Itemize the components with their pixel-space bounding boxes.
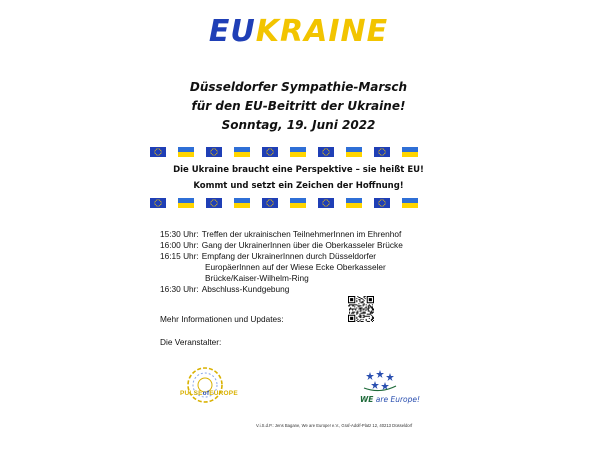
ukraine-flag-icon — [234, 147, 250, 157]
footer-imprint: V.i.S.d.P.: Jens Bagane, We are Europe! e.V., Graf-Adolf-Platz 12, 40213 Düsseldorf — [256, 423, 413, 428]
eu-flag-icon — [318, 198, 334, 208]
flag-row-bottom — [150, 198, 418, 208]
schedule-item — [160, 229, 490, 240]
ukraine-flag-icon — [290, 198, 306, 208]
info-text: Mehr Informationen und Updates: — [160, 314, 284, 324]
ukraine-flag-icon — [346, 147, 362, 157]
pulse-of-europe-logo-icon — [176, 365, 234, 407]
logo-part-eu: EU — [208, 14, 256, 49]
schedule-time: 16:00 Uhr: — [160, 240, 199, 250]
organizer-label: Die Veranstalter: — [160, 337, 222, 347]
eu-flag-icon — [262, 198, 278, 208]
schedule-text: Gang der UkrainerInnen über die Oberkasseler Brücke — [201, 240, 403, 250]
ukraine-flag-icon — [402, 147, 418, 157]
schedule-item — [160, 284, 490, 295]
eu-flag-icon — [374, 198, 390, 208]
eu-flag-icon — [206, 147, 222, 157]
schedule-text: Abschluss-Kundgebung — [201, 284, 290, 294]
schedule-time: 16:30 Uhr: — [160, 284, 199, 294]
eu-flag-icon — [262, 147, 278, 157]
event-headline — [0, 78, 597, 135]
slogan-line-2: Kommt und setzt ein Zeichen der Hoffnung! — [193, 181, 404, 191]
slogan-line-1: Die Ukraine braucht eine Perspektive – sie heißt EU! — [173, 165, 424, 175]
slogan — [0, 162, 597, 194]
schedule — [160, 229, 490, 295]
eu-flag-icon — [374, 147, 390, 157]
we-are-europe-wordmark: WE are Europe! — [360, 395, 421, 404]
ukraine-flag-icon — [234, 198, 250, 208]
pulse-of-europe-wordmark: PULSEofEUROPE — [180, 390, 238, 397]
schedule-text-continuation: EuropäerInnen auf der Wiese Ecke Oberkasseler — [205, 262, 386, 272]
we-are-europe-stars-icon — [360, 368, 400, 394]
ukraine-flag-icon — [178, 147, 194, 157]
ukraine-flag-icon — [290, 147, 306, 157]
eu-flag-icon — [206, 198, 222, 208]
schedule-text: Treffen der ukrainischen TeilnehmerInnen im Ehrenhof — [201, 229, 402, 239]
ukraine-flag-icon — [402, 198, 418, 208]
schedule-item — [160, 240, 490, 251]
schedule-item — [160, 251, 490, 262]
headline-date: Sonntag, 19. Juni 2022 — [221, 118, 376, 132]
logo-part-kraine: KRAINE — [255, 14, 389, 49]
eukraine-logo — [0, 14, 597, 49]
qr-code-icon[interactable] — [348, 296, 374, 322]
eu-flag-icon — [150, 198, 166, 208]
schedule-text-continuation: Brücke/Kaiser-Wilhelm-Ring — [205, 273, 309, 283]
ukraine-flag-icon — [178, 198, 194, 208]
eu-flag-icon — [150, 147, 166, 157]
headline-line-2: für den EU-Beitritt der Ukraine! — [191, 99, 406, 113]
schedule-time: 15:30 Uhr: — [160, 229, 199, 239]
schedule-time: 16:15 Uhr: — [160, 251, 199, 261]
ukraine-flag-icon — [346, 198, 362, 208]
flag-row-top — [150, 147, 418, 157]
schedule-text: Empfang der UkrainerInnen durch Düsseldorfer — [201, 251, 377, 261]
headline-line-1: Düsseldorfer Sympathie-Marsch — [189, 80, 408, 94]
eu-flag-icon — [318, 147, 334, 157]
